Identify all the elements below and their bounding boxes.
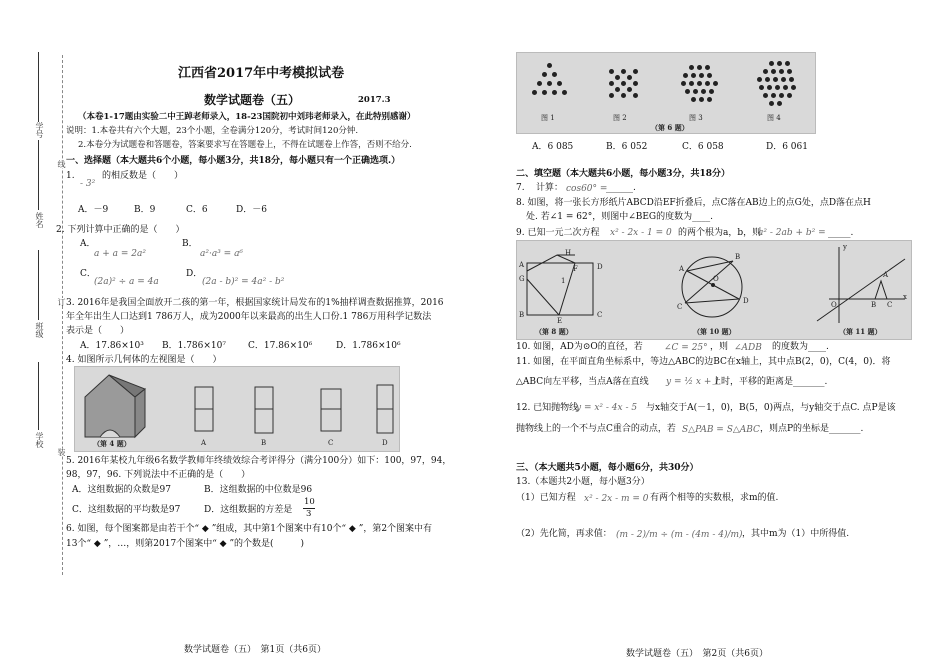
q5-fraction-numerator: 10 — [304, 497, 315, 507]
fig8-angle-1: 1 — [561, 277, 566, 285]
q13-part2-text: （2）先化简，再求值： — [516, 529, 612, 539]
exam-title: 江西省2017年中考模拟试卷 — [178, 66, 345, 81]
pattern-dot — [691, 73, 696, 78]
q10-tail: 的度数为____. — [772, 342, 829, 352]
q12-line-2b: ，则点P的坐标是_______. — [760, 424, 864, 434]
q3-line-3: 表示是（ ） — [66, 326, 130, 336]
pattern-dot — [781, 77, 786, 82]
pattern-dot — [681, 81, 686, 86]
pattern-dot — [697, 65, 702, 70]
q4-label-c: C — [328, 439, 334, 447]
q6-figure-label: （第 6 题） — [651, 123, 689, 132]
cut-mark-line: 线 — [57, 160, 66, 168]
pattern-dot — [621, 93, 626, 98]
q6-option-a: A．6 085 — [532, 142, 574, 152]
section-1-heading: 一、选择题（本大题共6个小题，每小题3分，共18分，每小题只有一个正确选项.） — [66, 156, 401, 166]
pattern-dot — [557, 81, 562, 86]
q6-line-2: 13个“ ◆ ”，…，则第2017个图案中“ ◆ ”的个数是( ) — [66, 539, 305, 549]
fig11-axis-x: x — [903, 293, 907, 301]
q7-expression: cos60° = — [566, 184, 608, 194]
pattern-dot — [763, 69, 768, 74]
pattern-dot — [783, 85, 788, 90]
pattern-dot — [759, 85, 764, 90]
pattern-dot — [621, 81, 626, 86]
instruction-2: 2.本卷分为试题卷和答题卷，答案要求写在答题卷上，不得在试题卷上作答，否则不给分. — [78, 140, 412, 150]
pattern-dot — [791, 85, 796, 90]
pattern-dot — [693, 89, 698, 94]
fig10-point-o: O — [713, 275, 719, 283]
fig8-point-a: A — [519, 261, 525, 269]
q6-fig-caption-4: 图 4 — [767, 114, 781, 122]
pattern-dot — [769, 61, 774, 66]
q7-answer-blank[interactable]: ______. — [606, 183, 636, 193]
q8-line-2: 处. 若∠1 = 62°，则图中∠BEG的度数为____. — [526, 212, 713, 222]
fig11-point-b: B — [871, 301, 877, 309]
q4-label-b: B — [261, 439, 267, 447]
exam-date: 2017.3 — [358, 95, 391, 105]
q7-number: 7. — [516, 183, 525, 193]
q11-line-1: 11. 如图，在平面直角坐标系中，等边△ABC的边BC在x轴上，其中点B(2，0)，C(4，0)．将 — [516, 357, 891, 367]
fig8-point-e: E — [557, 317, 563, 325]
q1-option-a: A．－9 — [78, 205, 109, 215]
q6-line-1: 6. 如图，每个图案都是由若干个“ ◆ ”组成，其中第1个图案中有10个“ ◆ ”，第2个图案中有 — [66, 524, 433, 534]
q10-angle-adb: ∠ADB — [734, 343, 762, 353]
pattern-dot — [763, 93, 768, 98]
fig8-point-c: C — [597, 311, 603, 319]
q4-label-a: A — [201, 439, 207, 447]
pattern-dot — [532, 90, 537, 95]
q3-option-d: D．1.786×10⁶ — [336, 341, 401, 351]
q11-line-2a: △ABC向左平移，当点A落在直线 — [516, 377, 649, 387]
q10-text: 10. 如图，AD为⊙O的直径，若 — [516, 342, 643, 352]
fig8-label: （第 8 题） — [535, 327, 573, 336]
fig11-axis-y: y — [843, 243, 847, 251]
pattern-dot — [685, 89, 690, 94]
pattern-dot — [689, 81, 694, 86]
q11-line-expression: y = ½ x + 1 — [666, 377, 720, 387]
pattern-dot — [767, 85, 772, 90]
q5-option-d: D．这组数据的方差是 — [204, 505, 293, 515]
pattern-dot — [709, 89, 714, 94]
q11-line-2b: 上时，平移的距离是_______. — [712, 377, 828, 387]
q6-option-c: C．6 058 — [682, 142, 724, 152]
q13-part1-text: （1）已知方程 — [516, 493, 576, 503]
q9-text: 9. 已知一元二次方程 — [516, 228, 600, 238]
q8-line-1: 8. 如图，将一张长方形纸片ABCD沿EF折叠后，点C落在AB边上的点G处，点D落在点H — [516, 198, 871, 208]
q6-fig-caption-2: 图 2 — [613, 114, 627, 122]
school-label: 学校 — [35, 432, 44, 448]
pattern-dot — [779, 93, 784, 98]
binding-dashed-line — [62, 55, 63, 575]
q5-option-c: C．这组数据的平均数是97 — [72, 505, 181, 515]
pattern-dot — [615, 87, 620, 92]
q13-heading: 13.（本题共2小题，每小题3分） — [516, 477, 650, 487]
q5-line-2: 98，97，96. 下列说法中不正确的是（ ） — [66, 470, 251, 480]
pattern-dot — [609, 81, 614, 86]
q12-line-1a: 12. 已知抛物线 — [516, 403, 579, 413]
q2-option-c-expr: (2a)² ÷ a = 4a — [94, 277, 159, 287]
pattern-dot — [609, 93, 614, 98]
q10-expression: ∠C = 25° — [664, 343, 708, 353]
q3-option-c: C．17.86×10⁶ — [248, 341, 313, 351]
q9-expression-1: x² - 2x - 1 = 0 — [610, 228, 672, 238]
cut-mark-order: 订 — [57, 298, 66, 306]
pattern-dot — [562, 90, 567, 95]
pattern-dot — [773, 77, 778, 82]
pattern-dot — [689, 65, 694, 70]
q2-option-a-label: A． — [80, 239, 96, 249]
pattern-dot — [707, 97, 712, 102]
q12-line-1b: 与x轴交于A(－1，0)，B(5，0)两点，与y轴交于点C. 点P是该 — [646, 403, 896, 413]
q4-text: 4. 如图所示几何体的左视图是（ ） — [66, 355, 222, 365]
q1-option-c: C．6 — [186, 205, 208, 215]
pattern-dot — [777, 61, 782, 66]
q12-parabola: y = x² - 4x - 5 — [576, 403, 638, 413]
pattern-dot — [771, 69, 776, 74]
figures-drawing — [517, 241, 911, 339]
q1-number: 1. — [66, 171, 75, 181]
q6-fig-caption-1: 图 1 — [541, 114, 555, 122]
pattern-dot — [627, 75, 632, 80]
fig11-origin: O — [831, 301, 837, 309]
fig8-point-f: F — [573, 265, 578, 273]
section-3-heading: 三、（本大题共5小题，每小题6分，共30分） — [516, 463, 699, 473]
name-label: 姓名 — [35, 212, 44, 228]
student-id-line[interactable] — [38, 52, 39, 122]
q5-line-1: 5. 2016年某校九年级6名数学教师年终绩效综合考评得分（满分100分）如下：100，97，94， — [66, 456, 452, 466]
student-id-label: 学号 — [35, 122, 44, 138]
q3-line-1: 3. 2016年是我国全面放开二孩的第一年，根据国家统计局发布的1%抽样调查数据推算，2016 — [66, 298, 444, 308]
q10-then: ，则 — [710, 342, 729, 352]
pattern-dot — [713, 81, 718, 86]
q1-expression: - 3² — [80, 179, 96, 189]
pattern-dot — [547, 81, 552, 86]
pattern-dot — [615, 75, 620, 80]
q13-part2-expression: (m - 2)/m ÷ (m - (4m - 4)/m) — [616, 530, 743, 540]
pattern-dot — [633, 81, 638, 86]
q9-expression-2: a² - 2ab + b² = — [758, 228, 826, 238]
pattern-dot — [705, 81, 710, 86]
name-line[interactable] — [38, 140, 39, 210]
fig10-label: （第 10 题） — [693, 327, 736, 336]
q9-answer-blank[interactable]: _____. — [828, 228, 854, 238]
fig8-point-g: G — [519, 275, 525, 283]
credit-note: （本卷1-17题由实验二中王踔老师录入，18-23国院初中刘玮老师录入，在此特别感谢） — [78, 112, 416, 122]
binding-margin — [0, 0, 70, 671]
fig11-label: （第 11 题） — [839, 327, 882, 336]
pattern-dot — [537, 81, 542, 86]
fig10-point-a: A — [679, 265, 685, 273]
pattern-dot — [552, 72, 557, 77]
pattern-dot — [542, 72, 547, 77]
q2-option-d-expr: (2a - b)² = 4a² - b² — [202, 277, 285, 287]
q4-label-d: D — [382, 439, 388, 447]
q2-option-b-label: B． — [182, 239, 198, 249]
q6-option-b: B．6 052 — [606, 142, 648, 152]
q13-part2-tail: ，其中m为（1）中所得值. — [742, 529, 850, 539]
q1-text: 的相反数是（ ） — [102, 171, 184, 181]
fig11-point-c: C — [887, 301, 893, 309]
class-line[interactable] — [38, 250, 39, 320]
q13-part1-equation: x² - 2x - m = 0 — [584, 494, 649, 504]
q6-fig-caption-3: 图 3 — [689, 114, 703, 122]
fig10-point-d: D — [743, 297, 749, 305]
q3-line-2: 年全年出生人口达到1 786万人，成为2000年以来最高的出生人口份.1 786万用科学记数法 — [66, 312, 432, 322]
cut-mark-bind: 装 — [57, 448, 66, 456]
q2-text: 2. 下列计算中正确的是（ ） — [56, 225, 185, 235]
pattern-dot — [779, 69, 784, 74]
pattern-dot — [552, 90, 557, 95]
instruction-1: 说明：1.本卷共有六个大题，23个小题，全卷满分120分，考试时间120分钟. — [66, 126, 359, 136]
pattern-dot — [691, 97, 696, 102]
pattern-dot — [683, 73, 688, 78]
q3-option-a: A．17.86×10³ — [80, 341, 144, 351]
fig8-point-h: H — [565, 249, 572, 257]
pattern-dot — [765, 77, 770, 82]
pattern-dot — [609, 69, 614, 74]
left-page-footer: 数学试题卷（五） 第1页（共6页） — [184, 645, 326, 655]
pattern-dot — [757, 77, 762, 82]
pattern-dot — [633, 69, 638, 74]
pattern-dot — [699, 97, 704, 102]
pattern-dot — [769, 101, 774, 106]
pattern-dot — [777, 101, 782, 106]
pattern-dot — [787, 69, 792, 74]
q6-option-d: D．6 061 — [766, 142, 808, 152]
exam-subtitle: 数学试题卷（五） — [204, 93, 301, 107]
school-line[interactable] — [38, 362, 39, 430]
pattern-dot — [785, 61, 790, 66]
class-label: 班级 — [35, 322, 44, 338]
pattern-dot — [633, 93, 638, 98]
fig8-point-b: B — [519, 311, 525, 319]
pattern-dot — [697, 81, 702, 86]
pattern-dot — [771, 93, 776, 98]
q5-option-a: A．这组数据的众数是97 — [72, 485, 171, 495]
q12-area-condition: S△PAB = S△ABC — [682, 425, 760, 435]
q1-option-d: D．－6 — [236, 205, 267, 215]
q1-option-b: B．9 — [134, 205, 156, 215]
q5-option-b: B．这组数据的中位数是96 — [204, 485, 313, 495]
q2-option-b-expr: a²·a³ = a⁶ — [200, 249, 244, 259]
pattern-dot — [705, 65, 710, 70]
q4-figure — [74, 366, 400, 452]
fig10-point-b: B — [735, 253, 741, 261]
pattern-dot — [699, 73, 704, 78]
q3-option-b: B．1.786×10⁷ — [162, 341, 226, 351]
pattern-dot — [621, 69, 626, 74]
q2-option-a-expr: a + a = 2a² — [94, 249, 146, 259]
pattern-dot — [627, 87, 632, 92]
fig11-point-a: A — [883, 271, 889, 279]
right-page-footer: 数学试题卷（五） 第2页（共6页） — [626, 649, 768, 659]
section-2-heading: 二、填空题（本大题共6小题，每小题3分，共18分） — [516, 169, 731, 179]
q8-q10-q11-figure — [516, 240, 912, 340]
q2-option-d-label: D． — [186, 269, 203, 279]
q9-middle-text: 的两个根为a，b，则 — [678, 228, 762, 238]
q12-line-2a: 抛物线上的一个不与点C重合的动点，若 — [516, 424, 676, 434]
q5-fraction-denominator: 3 — [306, 509, 312, 519]
q6-figure — [516, 52, 816, 134]
q4-figure-caption: （第 4 题） — [93, 439, 131, 448]
q7-text: 计算： — [536, 183, 564, 193]
pattern-dot — [542, 90, 547, 95]
pattern-dot — [775, 85, 780, 90]
pattern-dot — [707, 73, 712, 78]
pattern-dot — [787, 93, 792, 98]
q13-part1-tail: 有两个相等的实数根，求m的值. — [650, 493, 779, 503]
fig8-point-d: D — [597, 263, 603, 271]
pattern-dot — [547, 63, 552, 68]
pattern-dot — [789, 77, 794, 82]
pattern-dot — [701, 89, 706, 94]
fig10-point-c: C — [677, 303, 683, 311]
q2-option-c-label: C． — [80, 269, 96, 279]
